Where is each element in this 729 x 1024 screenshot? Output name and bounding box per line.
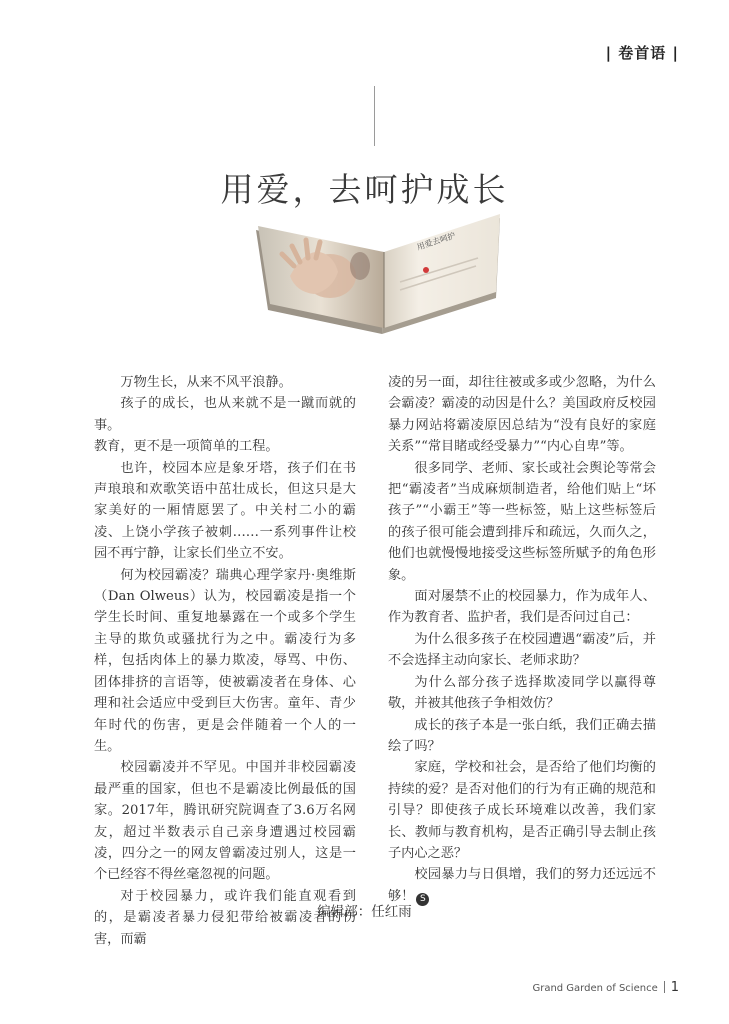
book-spread-text: 用爱去呵护	[415, 230, 457, 252]
book-illustration	[250, 196, 510, 346]
divider-line	[374, 86, 375, 146]
last-paragraph-text: 校园暴力与日俱增，我们的努力还远远不够！	[388, 867, 656, 904]
paragraph: 校园霸凌并不罕见。中国并非校园霸凌最严重的国家，但也不是霸凌比例最低的国家。2017年，腾讯研究院调查了3.6万名网友，超过半数表示自己亲身遭遇过校园霸凌，四分之一的网友曾霸凌过别人，这是一个已经容不得丝毫忽视的问题。	[94, 760, 356, 883]
magazine-name: Grand Garden of Science	[532, 983, 658, 994]
paragraph: 万物生长，从来不风平浪静。	[120, 375, 292, 390]
paragraph: 很多同学、老师、家长或社会舆论等常会把“霸凌者”当成麻烦制造者，给他们贴上“坏孩子”“小霸王”等一些标签，贴上这些标签后的孩子很可能会遭到排斥和疏远，久而久之，他们也就慢慢地接受这些标签所赋予的角色形象。	[388, 460, 656, 583]
paragraph: 凌的另一面，却往往被或多或少忽略，为什么会霸凌？霸凌的动因是什么？美国政府反校园暴力网站将霸凌原因总结为“没有良好的家庭关系”“常目睹或经受暴力”“内心自卑”等。	[388, 375, 656, 455]
footer-divider	[664, 981, 665, 993]
paragraph: 为什么部分孩子选择欺凌同学以赢得尊敬，并被其他孩子争相效仿？	[388, 674, 656, 712]
paragraph: 教育，更不是一项简单的工程。	[94, 439, 279, 455]
paragraph: 何为校园霸凌？瑞典心理学家丹·奥维斯（Dan Olweus）认为，校园霸凌是指一个学生长时间、重复地暴露在一个或多个学生主导的欺负或骚扰行为之中。霸凌行为多样，包括肉体上的暴力欺凌，辱骂、中伤、团体排挤的言语等，使被霸凌者在身体、心理和社会适应中受到巨大伤害。童年、青少年时代的伤害，更是会伴随着一个人的一生。	[94, 567, 356, 754]
paragraph: 也许，校园本应是象牙塔，孩子们在书声琅琅和欢歌笑语中茁壮成长，但这只是大家美好的一厢情愿罢了。中关村二小的霸凌、上饶小学孩子被刺……一系列事件让校园不再宁静，让家长们坐立不安。	[94, 460, 356, 562]
article-column-left	[94, 372, 356, 950]
paragraph: 面对屡禁不止的校园暴力，作为成年人、作为教育者、监护者，我们是否问过自己：	[388, 589, 656, 626]
paragraph: 为什么很多孩子在校园遭遇“霸凌”后，并不会选择主动向家长、老师求助？	[388, 631, 656, 669]
article-column-right	[388, 372, 656, 907]
editor-credit: 编辑部：任红雨	[317, 904, 412, 920]
paragraph: 对于校园暴力，或许我们能直观看到的，是霸凌者暴力侵犯带给被霸凌者的伤害，而霸	[94, 888, 356, 947]
paragraph: 家庭，学校和社会，是否给了他们均衡的持续的爱？是否对他们的行为有正确的规范和引导？即使孩子成长环境难以改善，我们家长、教师与教育机构，是否正确引导去制止孩子内心之恶？	[388, 760, 656, 861]
paragraph: 成长的孩子本是一张白纸，我们正确去描绘了吗？	[388, 717, 656, 754]
column-tag: | 卷首语 |	[605, 44, 679, 62]
article-title: 用爱，去呵护成长	[220, 170, 509, 210]
page-number: 1	[670, 980, 679, 995]
end-mark-icon: S	[416, 893, 429, 906]
page-footer	[532, 980, 679, 995]
paragraph: 孩子的成长，也从来就不是一蹴而就的事。	[94, 396, 356, 433]
